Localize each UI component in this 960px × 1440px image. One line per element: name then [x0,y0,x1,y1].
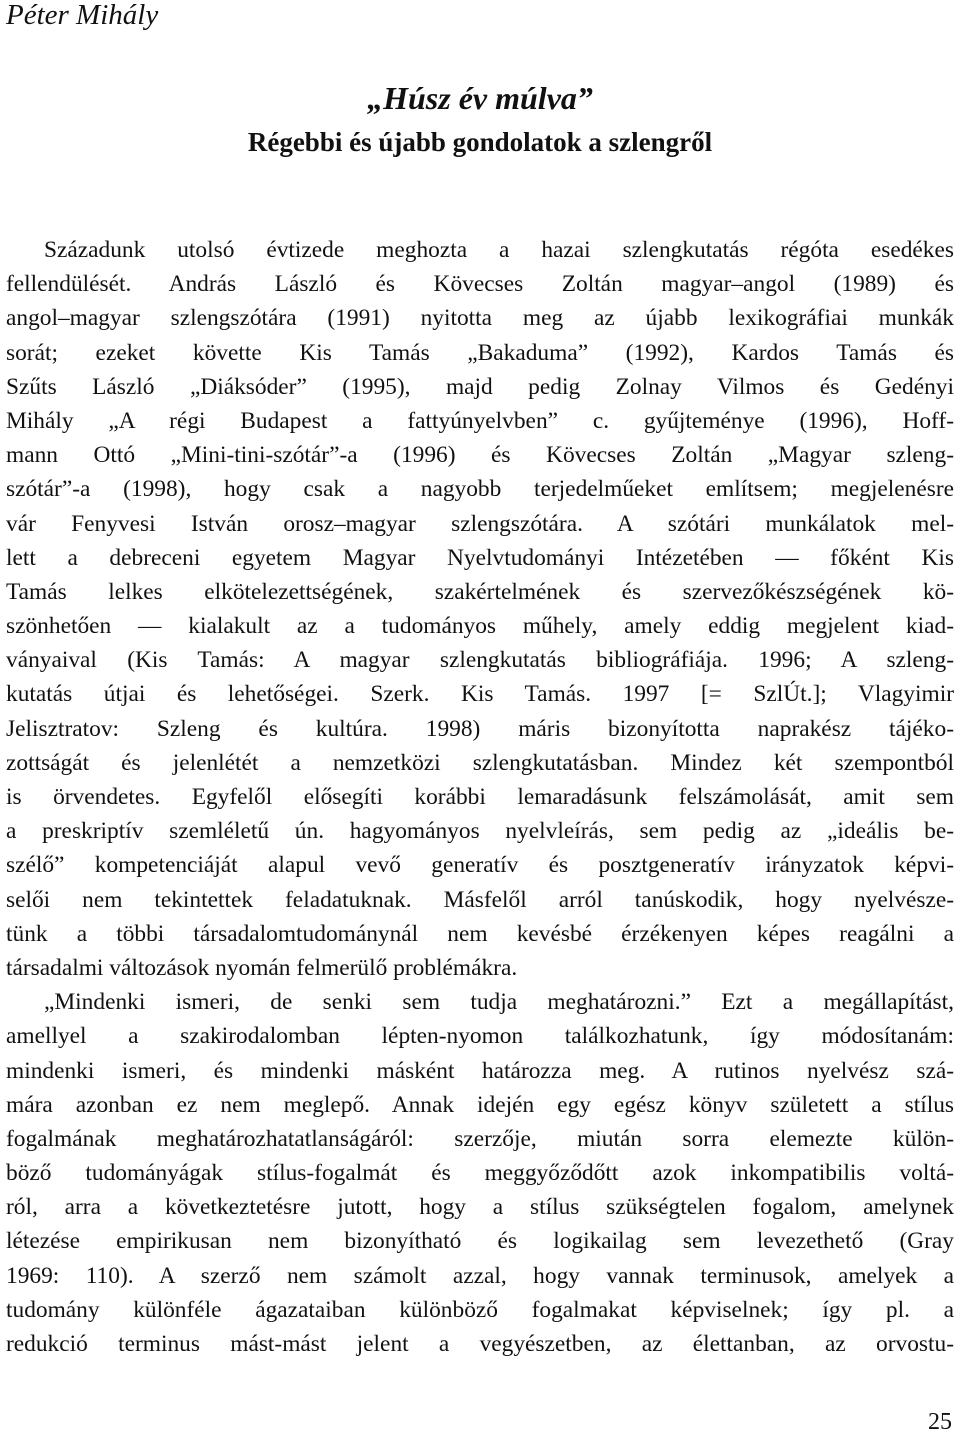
body-line-paragraph-start: „Mindenki ismeri, de senki sem tudja meghatározni.” Ezt a megállapítást, [44,989,954,1016]
body-line: Jelisztratov: Szleng és kultúra. 1998) máris bizonyította naprakész tájéko- [6,715,954,742]
body-line: létezése empirikusan nem bizonyítható és logikailag sem levezethető (Gray [6,1228,954,1255]
body-line: kutatás útjai és lehetőségei. Szerk. Kis Tamás. 1997 [= SzlÚt.]; Vlagyimir [6,681,954,708]
body-line: is örvendetes. Egyfelől elősegíti korábbi lemaradásunk felszámolását, amit sem [6,784,954,810]
article-title: „Húsz év múlva” [367,80,593,116]
body-line: angol–magyar szlengszótára (1991) nyitotta meg az újabb lexikográfiai munkák [6,305,954,332]
body-line: böző tudományágak stílus-fogalmát és meggyőződőtt azok inkompatibilis voltá- [6,1160,954,1187]
body-line: Tamás lelkes elkötelezettségének, szakértelmének és szervezőkészségének kö- [6,578,954,605]
body-line: szélő” kompetenciáját alapul vevő generatív és posztgeneratív irányzatok képvi- [6,852,954,879]
page-number: 25 [928,1409,952,1435]
body-line: Szűts László „Diáksóder” (1995), majd pedig Zolnay Vilmos és Gedényi [6,373,954,400]
body-text [6,233,954,1361]
body-line: selői nem tekintettek feladatuknak. Másfelől arról tanúskodik, hogy nyelvésze- [6,886,954,913]
running-header-author: Péter Mihály [6,0,159,31]
body-line: redukció terminus mást-mást jelent a vegyészetben, az élettanban, az orvostu- [6,1331,954,1357]
body-line: tünk a többi társadalomtudománynál nem kevésbé érzékenyen képes reagálni a [6,920,954,947]
body-line: Mihály „A régi Budapest a fattyúnyelvben” c. gyűjteménye (1996), Hoff- [6,407,954,434]
body-line: mindenki ismeri, és mindenki másként határozza meg. A rutinos nyelvész szá- [6,1057,954,1084]
body-line-paragraph-end: társadalmi változások nyomán felmerülő problémákra. [6,954,518,981]
body-line: 1969: 110). A szerző nem számolt azzal, hogy vannak terminusok, amelyek a [6,1262,954,1289]
body-line: lett a debreceni egyetem Magyar Nyelvtudományi Intézetében — főként Kis [6,544,954,571]
body-line: fogalmának meghatározhatatlanságáról: szerzője, miután sorra elemezte külön- [6,1125,954,1152]
body-line: tudomány különféle ágazataiban különböző fogalmakat képviselnek; így pl. a [6,1296,954,1323]
body-line: fellendülését. András László és Kövecses Zoltán magyar–angol (1989) és [6,271,954,298]
body-line: Századunk utolsó évtizede meghozta a hazai szlengkutatás régóta esedékes [44,237,954,263]
body-line: amellyel a szakirodalomban lépten-nyomon találkozhatunk, így módosítanám: [6,1023,954,1050]
body-line: ványaival (Kis Tamás: A magyar szlengkutatás bibliográfiája. 1996; A szleng- [6,647,954,674]
body-line: szótár”-a (1998), hogy csak a nagyobb terjedelműeket említsem; megjelenésre [6,476,954,503]
article-subtitle: Régebbi és újabb gondolatok a szlengről [247,127,713,157]
body-line: sorát; ezeket követte Kis Tamás „Bakaduma” (1992), Kardos Tamás és [6,339,954,366]
body-line: a preskriptív szemléletű ún. hagyományos nyelvleírás, sem pedig az „ideális be- [6,818,954,845]
body-line: mára azonban ez nem meglepő. Annak idején egy egész könyv született a stílus [6,1091,954,1118]
body-line: szönhetően — kialakult az a tudományos műhely, amely eddig megjelent kiad- [6,613,954,640]
body-line: zottságát és jelenlétét a nemzetközi szlengkutatásban. Mindez két szempontból [6,749,954,776]
body-line: ról, arra a következtetésre jutott, hogy a stílus szükségtelen fogalom, amelynek [6,1194,954,1221]
body-line: mann Ottó „Mini-tini-szótár”-a (1996) és Kövecses Zoltán „Magyar szleng- [6,442,954,469]
body-line: vár Fenyvesi István orosz–magyar szlengszótára. A szótári munkálatok mel- [6,510,954,537]
